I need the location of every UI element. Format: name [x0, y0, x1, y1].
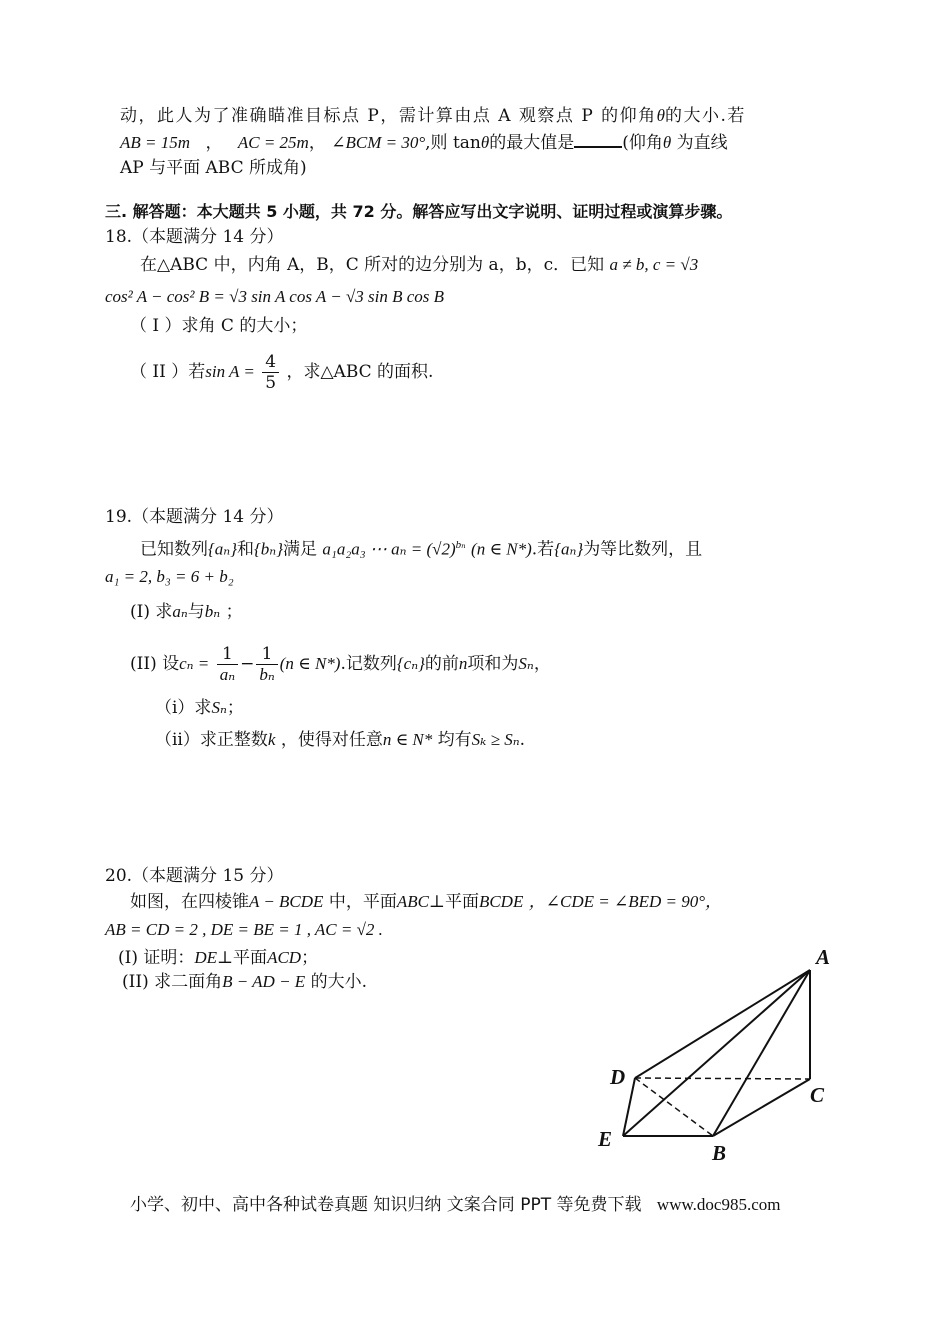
- label-c: C: [810, 1083, 825, 1107]
- p17-line2: AB = 15m ， AC = 25m， ∠BCM = 30°,则 tanθ的最大值是 (仰角θ 为直线: [120, 130, 728, 155]
- footer: 小学、初中、高中各种试卷真题 知识归纳 文案合同 PPT 等免费下载 www.doc985.com: [130, 1195, 781, 1215]
- pyramid-figure: [590, 942, 850, 1172]
- q18-part2: （ II ）若sin A = $\frac{4}{5}$ ，求△ABC 的面积.: [130, 352, 434, 393]
- edge-bc: [713, 1079, 810, 1136]
- edge-ad: [635, 970, 810, 1078]
- footer-url[interactable]: www.doc985.com: [656, 1195, 781, 1214]
- q18-title: 18.（本题满分 14 分）: [105, 227, 284, 247]
- q20-title: 20.（本题满分 15 分）: [105, 866, 284, 886]
- q20-stem: 如图，在四棱锥A − BCDE 中，平面ABC⊥平面BCDE ，∠CDE = ∠BED = 90°，: [130, 892, 723, 912]
- label-b: B: [712, 1141, 727, 1165]
- p17-line1: 动，此人为了准确瞄准目标点 P，需计算由点 A 观察点 P 的仰角θ的大小.若: [120, 106, 746, 126]
- q18-part1: （ I ）求角 C 的大小；: [130, 316, 308, 336]
- p17-line3: AP 与平面 ABC 所成角): [120, 158, 307, 178]
- q19-stem: 已知数列{aₙ}和{bₙ}满足 a₁a₂a₃ ⋯ $a_n = (√2)^{b_n}$ (n ∈ N*).若{aₙ}为等比数列，且: [140, 539, 703, 560]
- fraction-4-5: $\frac{4}{5}$: [262, 352, 279, 393]
- q19-sub2: （ii）求正整数k ，使得对任意n ∈ N* 均有Sₖ ≥ Sₙ.: [155, 730, 525, 750]
- edge-dc-hidden: [635, 1078, 810, 1079]
- edge-ae: [623, 970, 810, 1136]
- q20-part1: (I) 证明：DE⊥平面ACD；: [118, 948, 319, 968]
- q18-equation: cos² A − cos² B = √3 sin A cos A − √3 sin B cos B: [105, 287, 445, 306]
- q20-lengths: AB = CD = 2 , DE = BE = 1 , AC = √2 .: [105, 920, 383, 939]
- label-e: E: [598, 1127, 613, 1151]
- q19-title: 19.（本题满分 14 分）: [105, 507, 284, 527]
- answer-blank[interactable]: [574, 130, 622, 148]
- q19-condition: a₁ = 2, b₃ = 6 + b₂: [105, 567, 234, 586]
- q19-part2: (II) 设cₙ = $\frac{1}{\text{aₙ}}$ − $\frac{1}{\text{bₙ}}$ (n ∈ N*).记数列{cₙ}的前n项和为Sₙ，: [130, 644, 551, 684]
- label-a: A: [816, 945, 831, 969]
- q20-part2: (II) 求二面角B − AD − E 的大小.: [122, 972, 367, 992]
- edge-db-hidden: [635, 1078, 713, 1136]
- q18-stem: 在△ABC 中，内角 A，B，C 所对的边分别为 a，b，c．已知 a ≠ b, c = √3: [140, 255, 699, 275]
- section3-heading: 三. 解答题：本大题共 5 小题，共 72 分。解答应写出文字说明、证明过程或演算步骤。: [105, 202, 733, 221]
- q19-sub1: （i）求Sₙ；: [155, 698, 244, 718]
- label-d: D: [610, 1065, 626, 1089]
- q19-part1: (I) 求aₙ与bₙ ；: [130, 602, 243, 622]
- edge-ab: [713, 970, 810, 1136]
